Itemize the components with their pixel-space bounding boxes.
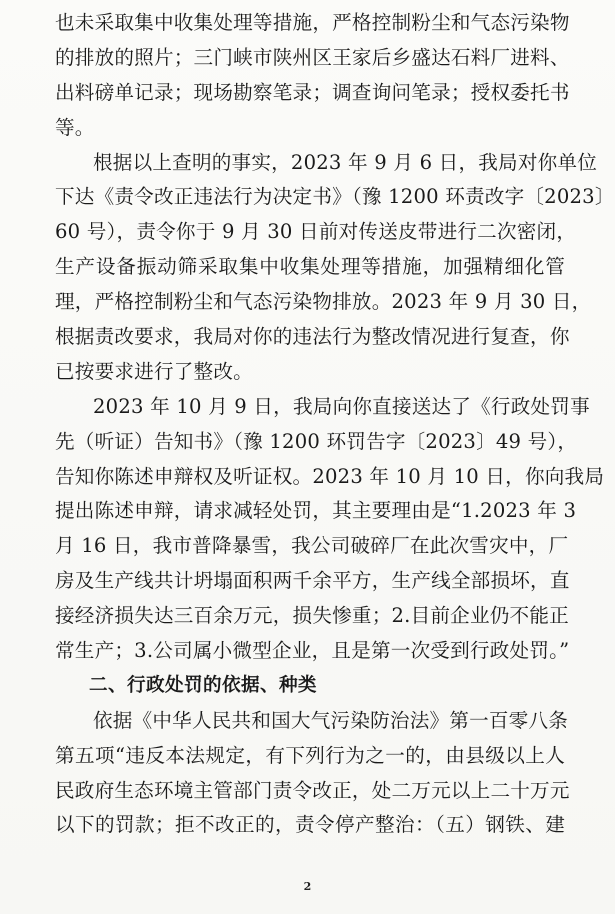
text-line: 也未采取集中收集处理等措施，严格控制粉尘和气态污染物 bbox=[55, 11, 570, 34]
text-line: 先（听证）告知书》（豫 1200 环罚告字〔2023〕49 号）， bbox=[55, 429, 578, 453]
text-line: 接经济损失达三百余万元，损失惨重；2.目前企业仍不能正 bbox=[55, 604, 569, 628]
text-line: 生产设备振动筛采取集中收集处理等措施，加强精细化管 bbox=[55, 255, 565, 279]
text-line: 下达《责令改正违法行为决定书》（豫 1200 环责改字〔2023〕 bbox=[55, 185, 615, 209]
text-line: 月 16 日，我市普降暴雪，我公司破碎厂在此次雪灾中，厂 bbox=[55, 534, 569, 558]
text-line: 等。 bbox=[55, 115, 95, 139]
text-line: 提出陈述申辩，请求减轻处罚，其主要理由是“1.2023 年 3 bbox=[55, 499, 577, 523]
text-line: 60 号），责令你于 9 月 30 日前对传送皮带进行二次密闭， bbox=[55, 220, 577, 244]
text-line: 房及生产线共计坍塌面积两千余平方，生产线全部损坏，直 bbox=[55, 569, 570, 593]
text-line: 常生产；3.公司属小微型企业，且是第一次受到行政处罚。” bbox=[55, 639, 570, 663]
text-line: 告知你陈述申辩权及听证权。2023 年 10 月 10 日，你向我局 bbox=[55, 464, 605, 488]
paragraph-first-line: 根据以上查明的事实，2023 年 9 月 6 日，我局对你单位 bbox=[93, 150, 598, 174]
page-number: 2 bbox=[303, 880, 312, 893]
document-body bbox=[55, 6, 615, 843]
text-line: 理，严格控制粉尘和气态污染物排放。2023 年 9 月 30 日， bbox=[55, 290, 592, 314]
paragraph-first-line: 2023 年 10 月 9 日，我局向你直接送达了《行政处罚事 bbox=[93, 394, 590, 418]
text-line: 出料磅单记录；现场勘察笔录；调查询问笔录；授权委托书 bbox=[55, 80, 570, 104]
text-line: 的排放的照片；三门峡市陕州区王家后乡盛达石料厂进料、 bbox=[55, 45, 570, 69]
text-line: 以下的罚款；拒不改正的，责令停产整治：（五）钢铁、建 bbox=[55, 813, 565, 837]
text-line: 第五项“违反本法规定，有下列行为之一的，由县级以上人 bbox=[55, 743, 565, 767]
text-line: 已按要求进行了整改。 bbox=[55, 359, 253, 383]
text-line: 民政府生态环境主管部门责令改正，处二万元以上二十万元 bbox=[55, 778, 570, 802]
text-line: 根据责改要求，我局对你的违法行为整改情况进行复查，你 bbox=[55, 325, 570, 349]
paragraph-first-line: 依据《中华人民共和国大气污染防治法》第一百零八条 bbox=[93, 708, 569, 732]
section-heading: 二、行政处罚的依据、种类 bbox=[89, 674, 317, 696]
